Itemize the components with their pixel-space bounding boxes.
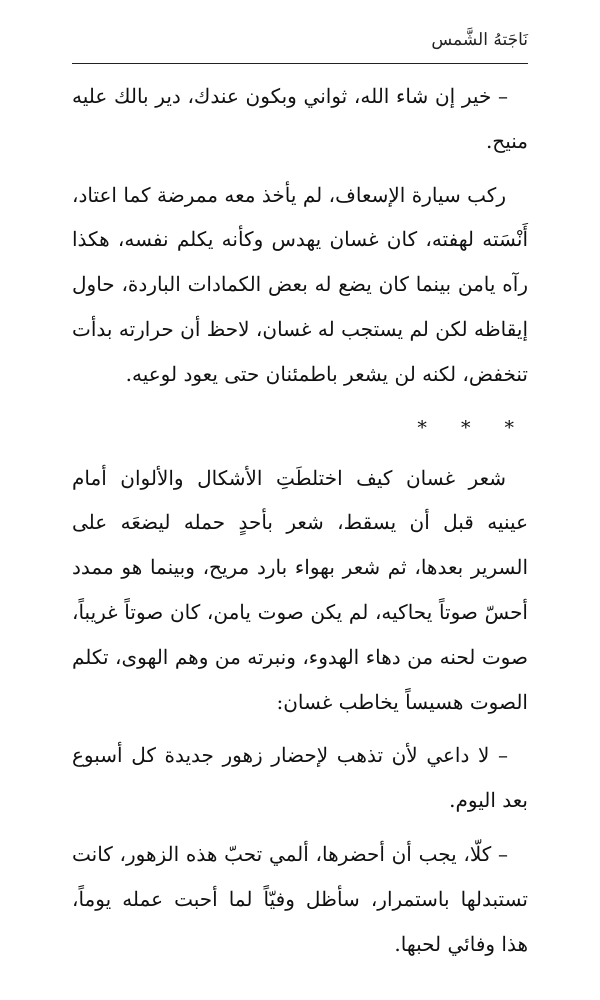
paragraph-ghassan-falls: شعر غسان كيف اختلطَتِ الأشكال والألوان أمام عينيه قبل أن يسقط، شعر بأحدٍ حمله ليضعَه على السرير بعدها، ثم شعر بهواء بارد مريح، وبينما هو ممدد أحسّ صوتاً يحاكيه، لم يكن صوت يامن، كان صوتاً غريباً، صوت لحنه من دهاء الهدوء، ونبرته من وهم الهوى، تكلم الصوت هسيساً يخاطب غسان: <box>72 465 528 714</box>
header-rule <box>72 63 528 64</box>
section-separator: * * * <box>417 416 528 439</box>
paragraph-ambulance: ركب سيارة الإسعاف، لم يأخذ معه ممرضة كما اعتاد، أَنْسَته لهفته، كان غسان يهدس وكأنه يكلم نفسه، هكذا رآه يامن بينما كان يضع له بعض الكمادات الباردة، حاول إيقاظه لكن لم يستجب له غسان، لاحظ أن حرارته بدأت تنخفض، لكنه لن يشعر باطمئنان حتى يعود لوعيه. <box>72 182 528 386</box>
running-header-title: نَاجَتهُ الشَّمس <box>431 30 528 50</box>
body-text <box>72 74 528 975</box>
paragraph-dialogue-2: – لا داعي لأن تذهب لإحضار زهور جديدة كل أسبوع بعد اليوم. <box>72 743 528 813</box>
book-page <box>72 0 528 1000</box>
paragraph-dialogue-3: – كلّا، يجب أن أحضرها، ألمي تحبّ هذه الزهور، كانت تستبدلها باستمرار، سأظل وفيّاً لما أحبت عمله يوماً، هذا وفائي لحبها. <box>72 841 528 956</box>
paragraph-dialogue-1: – خير إن شاء الله، ثواني وبكون عندك، دير بالك عليه منيح. <box>72 84 528 153</box>
